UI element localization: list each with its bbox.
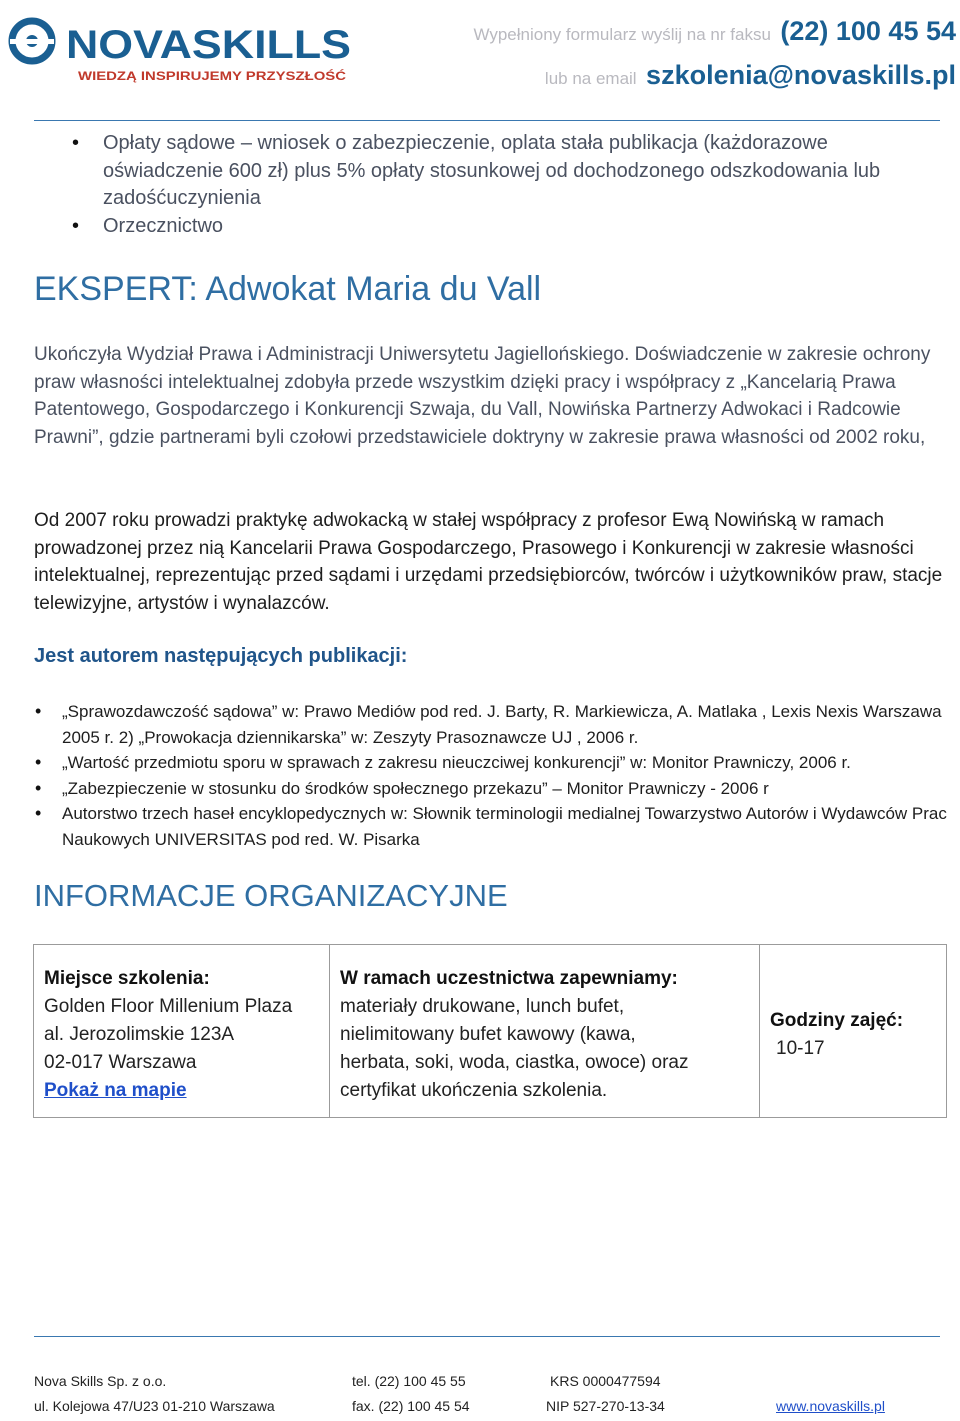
publications-heading: Jest autorem następujących publikacji: [34, 645, 408, 667]
list-item: • Autorstwo trzech haseł encyklopedycznych w: Słownik terminologii medialnej Towarzystwo Autorów i Wydawców Prac Naukowych UNIVERSITAS pod red. W. Pisarka [62, 801, 957, 852]
venue-label: Miejsce szkolenia: [44, 968, 210, 989]
footer-address: ul. Kolejowa 47/U23 01-210 Warszawa [34, 1398, 275, 1414]
fax-contact-line [473, 16, 956, 47]
hours-label: Godziny zajęć: [770, 1010, 904, 1031]
fees-bullet-list [103, 130, 943, 240]
svg-text:NOVASKILLS: NOVASKILLS [66, 23, 351, 67]
footer-divider [34, 1336, 940, 1337]
expert-bio-paragraph-2: Od 2007 roku prowadzi praktykę adwokacką w stałej współpracy z profesor Ewą Nowińską w ramach prowadzonej przez nią Kancelarii Prawa Gospodarczego, Prasowego i Konkurencji w zakresie własności intelektualnej, reprezentując przed sądami i urzędami przedsiębiorców, twórców i użytkowników praw, stacje telewizyjne, artystów i wynalazców. [34, 510, 943, 614]
email-address[interactable]: szkolenia@novaskills.pl [646, 60, 956, 90]
venue-cell [34, 945, 330, 1117]
email-label: lub na email [544, 69, 637, 88]
venue-line: 02-017 Warszawa [44, 1052, 197, 1073]
list-item: • „Zabezpieczenie w stosunku do środków społecznego przekazu” – Monitor Prawniczy - 2006 r [62, 776, 957, 802]
header-divider [34, 120, 940, 121]
list-item: • „Sprawozdawczość sądowa” w: Prawo Mediów pod red. J. Barty, R. Markiewicza, A. Matlaka , Lexis Nexis Warszawa 2005 r. 2) „Prowokacja dziennikarska” w: Zeszyty Prasoznawcze UJ , 2006 r. [62, 699, 957, 750]
show-map-link[interactable]: Pokaż na mapie [44, 1080, 187, 1101]
email-contact-line [545, 60, 956, 91]
novaskills-logo [8, 12, 353, 87]
included-line: certyfikat ukończenia szkolenia. [340, 1080, 608, 1101]
footer-fax: fax. (22) 100 45 54 [352, 1398, 470, 1414]
hours-cell [760, 945, 946, 1117]
publications-list [62, 699, 957, 853]
footer-krs: KRS 0000477594 [550, 1373, 661, 1389]
included-line: nielimitowany bufet kawowy (kawa, [340, 1024, 636, 1045]
footer-nip: NIP 527-270-13-34 [546, 1398, 665, 1414]
list-item: • Orzecznictwo [103, 213, 943, 241]
included-label: W ramach uczestnictwa zapewniamy: [340, 968, 678, 989]
fax-label: Wypełniony formularz wyślij na nr faksu [473, 25, 771, 44]
included-line: herbata, soki, woda, ciastka, owoce) oraz [340, 1052, 689, 1073]
footer-company: Nova Skills Sp. z o.o. [34, 1373, 167, 1389]
footer-website-link[interactable]: www.novaskills.pl [776, 1398, 885, 1414]
org-info-table [33, 944, 947, 1118]
svg-text:WIEDZĄ INSPIRUJEMY PRZYSZŁOŚĆ: WIEDZĄ INSPIRUJEMY PRZYSZŁOŚĆ [78, 69, 294, 83]
fax-number: (22) 100 45 54 [780, 16, 956, 46]
expert-heading: EKSPERT: Adwokat Maria du Vall [34, 270, 542, 308]
venue-line: Golden Floor Millenium Plaza [44, 996, 293, 1017]
footer-tel: tel. (22) 100 45 55 [352, 1373, 466, 1389]
list-item: • „Wartość przedmiotu sporu w sprawach z zakresu nieuczciwej konkurencji” w: Monitor Prawniczy, 2006 r. [62, 750, 957, 776]
hours-value: 10-17 [776, 1038, 825, 1059]
included-cell [330, 945, 760, 1117]
included-line: materiały drukowane, lunch bufet, [340, 996, 625, 1017]
list-item: • Opłaty sądowe – wniosek o zabezpieczenie, oplata stała publikacja (każdorazowe oświadczenie 600 zł) plus 5% opłaty stosunkowej od dochodzonego odszkodowania lub zadośćuczynienia [103, 130, 943, 213]
venue-line: al. Jerozolimskie 123A [44, 1024, 235, 1045]
expert-bio-paragraph-1: Ukończyła Wydział Prawa i Administracji Uniwersytetu Jagiellońskiego. Doświadczenie w zakresie ochrony praw własności intelektualnej zdobyła przede wszystkim dzięki pracy i współpracy z „Kancelarią Prawa Patentowego, Gospodarczego i Konkurencji Szwaja, du Vall, Nowińska Partnerzy Adwokaci i Radcowie Prawni”, gdzie partnerami byli czołowi przedstawiciele doktryny w zakresie prawa własności od 2002 roku, [34, 344, 931, 448]
org-info-heading: INFORMACJE ORGANIZACYJNE [34, 878, 508, 913]
